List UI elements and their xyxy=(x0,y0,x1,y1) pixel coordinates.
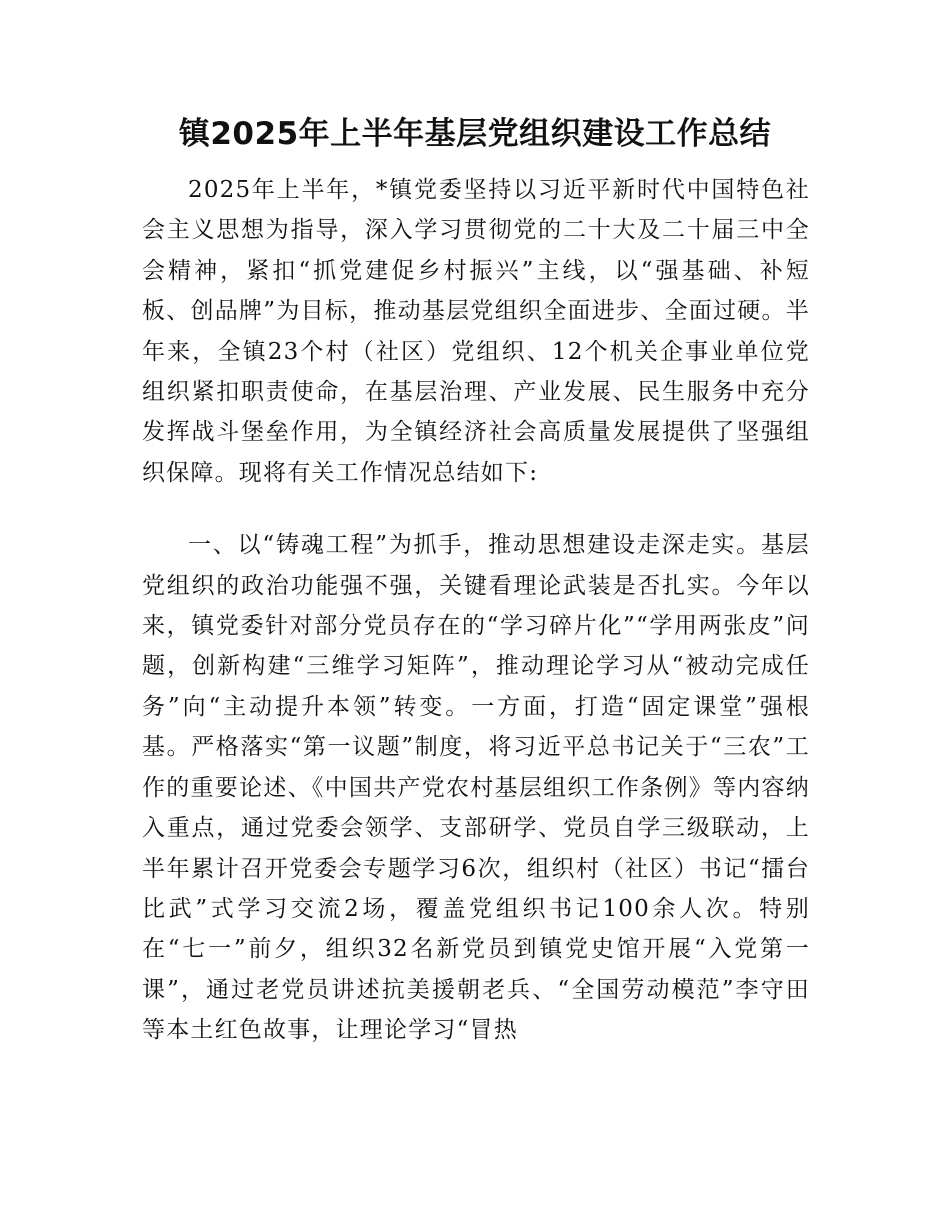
section-one-paragraph: 一、以“铸魂工程”为抓手，推动思想建设走深走实。基层党组织的政治功能强不强，关键看理论武装是否扎实。今年以来，镇党委针对部分党员存在的“学习碎片化”“学用两张皮”问题，创新构建“三维学习矩阵”，推动理论学习从“被动完成任务”向“主动提升本领”转变。一方面，打造“固定课堂”强根基。严格落实“第一议题”制度，将习近平总书记关于“三农”工作的重要论述、《中国共产党农村基层组织工作条例》等内容纳入重点，通过党委会领学、支部研学、党员自学三级联动，上半年累计召开党委会专题学习6次，组织村（社区）书记“擂台比武”式学习交流2场，覆盖党组织书记100余人次。特别在“七一”前夕，组织32名新党员到镇党史馆开展“入党第一课”，通过老党员讲述抗美援朝老兵、“全国劳动模范”李守田等本土红色故事，让理论学习“冒热 xyxy=(142,532,810,1044)
document-body xyxy=(142,170,810,1051)
intro-paragraph: 2025年上半年，*镇党委坚持以习近平新时代中国特色社会主义思想为指导，深入学习贯彻党的二十大及二十届三中全会精神，紧扣“抓党建促乡村振兴”主线，以“强基础、补短板、创品牌”为目标，推动基层党组织全面进步、全面过硬。半年来，全镇23个村（社区）党组织、12个机关企事业单位党组织紧扣职责使命，在基层治理、产业发展、民生服务中充分发挥战斗堡垒作用，为全镇经济社会高质量发展提供了坚强组织保障。现将有关工作情况总结如下: xyxy=(142,177,810,486)
document-title: 镇2025年上半年基层党组织建设工作总结 xyxy=(178,116,772,152)
